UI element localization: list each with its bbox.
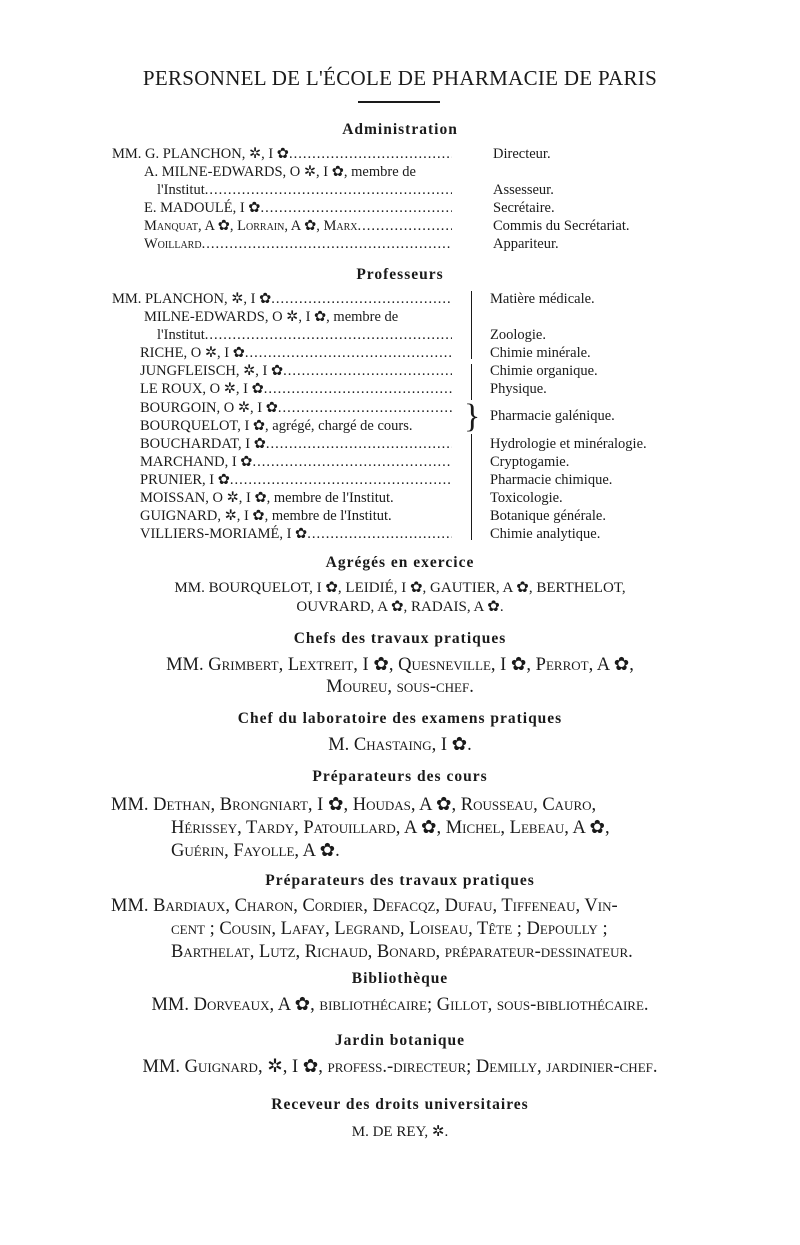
heading-jardin: Jardin botanique <box>334 1032 466 1049</box>
prof-name: VILLIERS-MORIAMÉ, I ✿ <box>140 526 308 542</box>
jardin-line: MM. Guignard, ✲, I ✿, profess.-directeur; Demilly, jardinier-chef. <box>142 1057 658 1077</box>
admin-name: Woillard <box>144 236 202 252</box>
title-rule <box>358 101 440 103</box>
agreges-line: MM. BOURQUELOT, I ✿, LEIDIÉ, I ✿, GAUTIER, A ✿, BERTHELOT, <box>174 580 626 596</box>
admin-role: Directeur. <box>493 146 551 162</box>
prof-row <box>112 344 672 362</box>
prof-row <box>112 326 672 344</box>
admin-row <box>112 163 672 181</box>
bibliotheque-line: MM. Dorveaux, A ✿, bibliothécaire; Gillot, sous-bibliothécaire. <box>151 995 649 1015</box>
chef-laboratoire-line: M. Chastaing, I ✿. <box>328 735 472 755</box>
heading-preparateurs-travaux: Préparateurs des travaux pratiques <box>265 872 535 889</box>
preparateurs-cours-line: MM. Dethan, Brongniart, I ✿, Houdas, A ✿, Rousseau, Cauro, <box>111 795 597 815</box>
prof-role: Chimie minérale. <box>490 345 591 361</box>
admin-row <box>112 217 672 235</box>
prof-row <box>112 471 672 489</box>
prof-row <box>112 435 672 453</box>
prof-role: Chimie organique. <box>490 363 598 379</box>
admin-row <box>112 181 672 199</box>
prof-role: Cryptogamie. <box>490 454 570 470</box>
prof-name: BOUCHARDAT, I ✿ <box>140 436 266 452</box>
prof-name: BOURQUELOT, I ✿, agrégé, chargé de cours. <box>140 418 413 434</box>
prof-name: MILNE-EDWARDS, O ✲, I ✿, membre de <box>144 309 399 325</box>
prof-name: MM. PLANCHON, ✲, I ✿ <box>112 291 272 307</box>
page-title: PERSONNEL DE L'ÉCOLE DE PHARMACIE DE PARIS <box>142 66 658 90</box>
prof-name: JUNGFLEISCH, ✲, I ✿ <box>140 363 284 379</box>
admin-name: A. MILNE-EDWARDS, O ✲, I ✿, membre de <box>144 164 416 180</box>
prof-row <box>112 380 672 398</box>
prof-row <box>112 290 672 308</box>
admin-role: Appariteur. <box>493 236 559 252</box>
chefs-travaux-line: Moureu, sous-chef. <box>326 677 474 697</box>
prof-row <box>112 525 672 543</box>
preparateurs-travaux-line: Barthelat, Lutz, Richaud, Bonard, préparateur-dessinateur. <box>171 942 633 962</box>
brace-symbol: } <box>464 398 481 435</box>
admin-name: Manquat, A ✿, Lorrain, A ✿, Marx <box>144 218 358 234</box>
prof-name: PRUNIER, I ✿ <box>140 472 230 488</box>
prof-row <box>112 489 672 507</box>
prof-row <box>112 362 672 380</box>
heading-agreges: Agrégés en exercice <box>325 554 475 571</box>
prof-role: Chimie analytique. <box>490 526 601 542</box>
heading-receveur: Receveur des droits universitaires <box>271 1096 529 1113</box>
prof-role: Matière médicale. <box>490 291 595 307</box>
agreges-line: OUVRARD, A ✿, RADAIS, A ✿. <box>296 599 504 615</box>
admin-role: Assesseur. <box>493 182 554 198</box>
chefs-travaux-line: MM. Grimbert, Lextreit, I ✿, Quesneville, I ✿, Perrot, A ✿, <box>166 655 634 675</box>
admin-name: E. MADOULÉ, I ✿ <box>144 200 261 216</box>
admin-row <box>112 235 672 253</box>
receveur-line: M. DE REY, ✲. <box>351 1124 449 1140</box>
preparateurs-travaux-line: MM. Bardiaux, Charon, Cordier, Defacqz, Dufau, Tiffeneau, Vin- <box>111 896 618 916</box>
admin-row <box>112 145 672 163</box>
prof-role: Pharmacie galénique. <box>490 408 615 424</box>
prof-name: l'Institut <box>157 327 205 343</box>
heading-professeurs: Professeurs <box>356 266 444 283</box>
prof-role: Hydrologie et minéralogie. <box>490 436 647 452</box>
heading-administration: Administration <box>342 121 458 138</box>
prof-name: BOURGOIN, O ✲, I ✿ <box>140 400 278 416</box>
prof-role: Toxicologie. <box>490 490 563 506</box>
heading-chef-laboratoire: Chef du laboratoire des examens pratiques <box>237 710 563 727</box>
admin-name: MM. G. PLANCHON, ✲, I ✿ <box>112 146 289 162</box>
prof-name: MOISSAN, O ✲, I ✿, membre de l'Institut. <box>140 490 394 506</box>
prof-role: Physique. <box>490 381 547 397</box>
heading-bibliotheque: Bibliothèque <box>351 970 449 987</box>
admin-role: Commis du Secrétariat. <box>493 218 630 234</box>
prof-row <box>112 308 672 326</box>
prof-name: GUIGNARD, ✲, I ✿, membre de l'Institut. <box>140 508 392 524</box>
prof-row <box>112 507 672 525</box>
prof-role: Botanique générale. <box>490 508 606 524</box>
heading-chefs-travaux: Chefs des travaux pratiques <box>293 630 507 647</box>
heading-preparateurs-cours: Préparateurs des cours <box>312 768 488 785</box>
admin-name: l'Institut <box>157 182 205 198</box>
admin-row <box>112 199 672 217</box>
prof-role: Pharmacie chimique. <box>490 472 613 488</box>
preparateurs-cours-line: Guérin, Fayolle, A ✿. <box>171 841 340 861</box>
prof-role: Zoologie. <box>490 327 546 343</box>
preparateurs-cours-line: Hérissey, Tardy, Patouillard, A ✿, Michel, Lebeau, A ✿, <box>171 818 610 838</box>
prof-name: MARCHAND, I ✿ <box>140 454 253 470</box>
admin-role: Secrétaire. <box>493 200 555 216</box>
prof-name: RICHE, O ✲, I ✿ <box>140 345 245 361</box>
prof-name: LE ROUX, O ✲, I ✿ <box>140 381 264 397</box>
prof-row <box>112 453 672 471</box>
preparateurs-travaux-line: cent ; Cousin, Lafay, Legrand, Loiseau, Tête ; Depoully ; <box>171 919 608 939</box>
